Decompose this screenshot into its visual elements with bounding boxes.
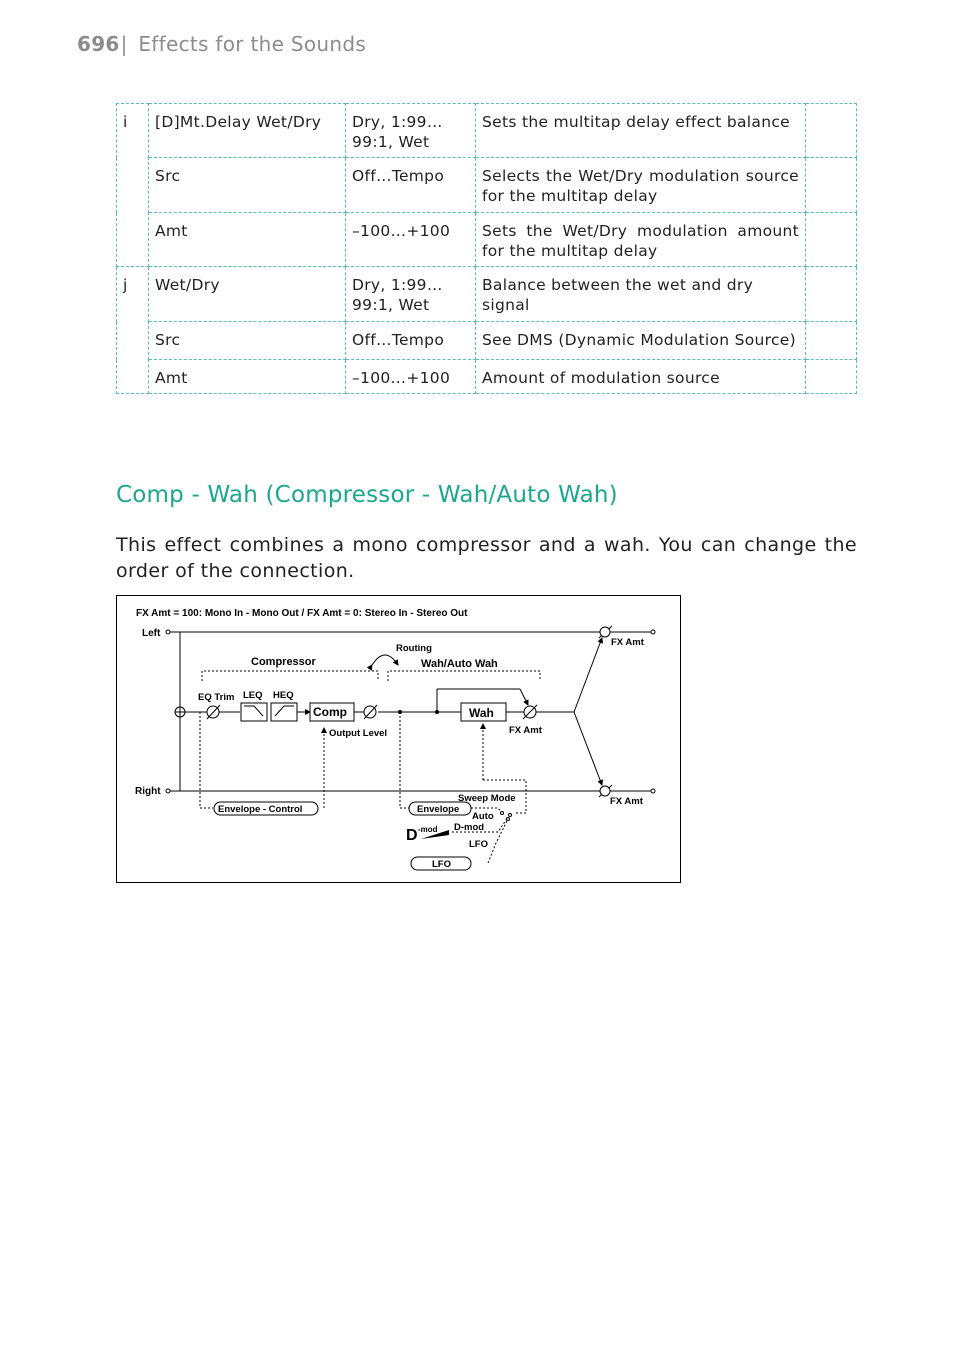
compressor-label: Compressor bbox=[251, 656, 316, 668]
param-desc: Sets the Wet/Dry modulation amount for the multitap delay bbox=[476, 213, 806, 267]
routing-label: Routing bbox=[396, 643, 432, 654]
fx-amt-knob-top bbox=[600, 627, 610, 637]
parameter-table bbox=[116, 103, 857, 394]
fx-amt-label-top: FX Amt bbox=[611, 637, 644, 648]
section-intro: This effect combines a mono compressor and a wah. You can change the order of the connection. bbox=[116, 534, 857, 582]
fx-amt-knob-bottom bbox=[600, 786, 610, 796]
row-key: i bbox=[117, 104, 149, 267]
sweep-mode-label: Sweep Mode bbox=[458, 793, 516, 804]
param-desc: Sets the multitap delay effect balance bbox=[476, 104, 806, 158]
lfo-label: LFO bbox=[432, 859, 451, 870]
table-row bbox=[117, 360, 857, 394]
param-extra bbox=[806, 322, 857, 360]
param-extra bbox=[806, 360, 857, 394]
comp-block-label: Comp bbox=[313, 705, 347, 719]
row-key: j bbox=[117, 267, 149, 394]
left-input-label: Left bbox=[142, 628, 161, 639]
eq-trim-label: EQ Trim bbox=[198, 692, 235, 703]
param-name: [D]Mt.Delay Wet/Dry bbox=[149, 104, 346, 158]
param-name: Src bbox=[149, 158, 346, 213]
param-range: Off…Tempo bbox=[346, 158, 476, 213]
envelope-control-label: Envelope - Control bbox=[218, 804, 303, 815]
param-name: Amt bbox=[149, 213, 346, 267]
header-section: Effects for the Sounds bbox=[138, 32, 367, 56]
param-range: –100…+100 bbox=[346, 360, 476, 394]
heq-block-icon bbox=[271, 703, 297, 721]
leq-label: LEQ bbox=[243, 690, 263, 701]
param-extra bbox=[806, 213, 857, 267]
section-title: Comp - Wah (Compressor - Wah/Auto Wah) bbox=[116, 482, 618, 508]
param-range: Off…Tempo bbox=[346, 322, 476, 360]
leq-block-icon bbox=[241, 703, 267, 721]
fx-amt-label-bottom: FX Amt bbox=[610, 796, 643, 807]
param-name: Amt bbox=[149, 360, 346, 394]
param-desc: Selects the Wet/Dry modulation source for the multitap delay bbox=[476, 158, 806, 213]
wah-auto-wah-label: Wah/Auto Wah bbox=[421, 658, 498, 670]
lfo-switch-label: LFO bbox=[469, 839, 488, 850]
heq-label: HEQ bbox=[273, 690, 294, 701]
diagram-caption: FX Amt = 100: Mono In - Mono Out / FX Amt = 0: Stereo In - Stereo Out bbox=[136, 608, 468, 619]
dmod-sub-label: -mod bbox=[418, 825, 438, 834]
table-row bbox=[117, 322, 857, 360]
param-desc: Balance between the wet and dry signal bbox=[476, 267, 806, 322]
page-header bbox=[77, 32, 366, 56]
table-row bbox=[117, 158, 857, 213]
param-desc: See DMS (Dynamic Modulation Source) bbox=[476, 322, 806, 360]
effect-block-diagram bbox=[116, 595, 681, 883]
param-range: Dry, 1:99…99:1, Wet bbox=[346, 104, 476, 158]
param-extra bbox=[806, 158, 857, 213]
wah-fx-amt-label: FX Amt bbox=[509, 725, 542, 736]
wah-block-label: Wah bbox=[469, 706, 494, 720]
param-extra bbox=[806, 267, 857, 322]
page-number: 696 bbox=[77, 32, 120, 56]
table-row bbox=[117, 267, 857, 322]
dmod-d-letter: D bbox=[406, 827, 418, 844]
table-row bbox=[117, 213, 857, 267]
param-range: Dry, 1:99…99:1, Wet bbox=[346, 267, 476, 322]
param-name: Src bbox=[149, 322, 346, 360]
param-extra bbox=[806, 104, 857, 158]
envelope-label: Envelope bbox=[417, 804, 460, 815]
param-range: –100…+100 bbox=[346, 213, 476, 267]
table-row bbox=[117, 104, 857, 158]
param-name: Wet/Dry bbox=[149, 267, 346, 322]
dmod-label: D-mod bbox=[454, 822, 485, 833]
output-level-label: Output Level bbox=[329, 728, 388, 739]
header-separator: | bbox=[120, 32, 128, 56]
right-input-label: Right bbox=[135, 786, 161, 797]
auto-label: Auto bbox=[472, 811, 494, 822]
diagram-frame bbox=[117, 596, 681, 883]
param-desc: Amount of modulation source bbox=[476, 360, 806, 394]
